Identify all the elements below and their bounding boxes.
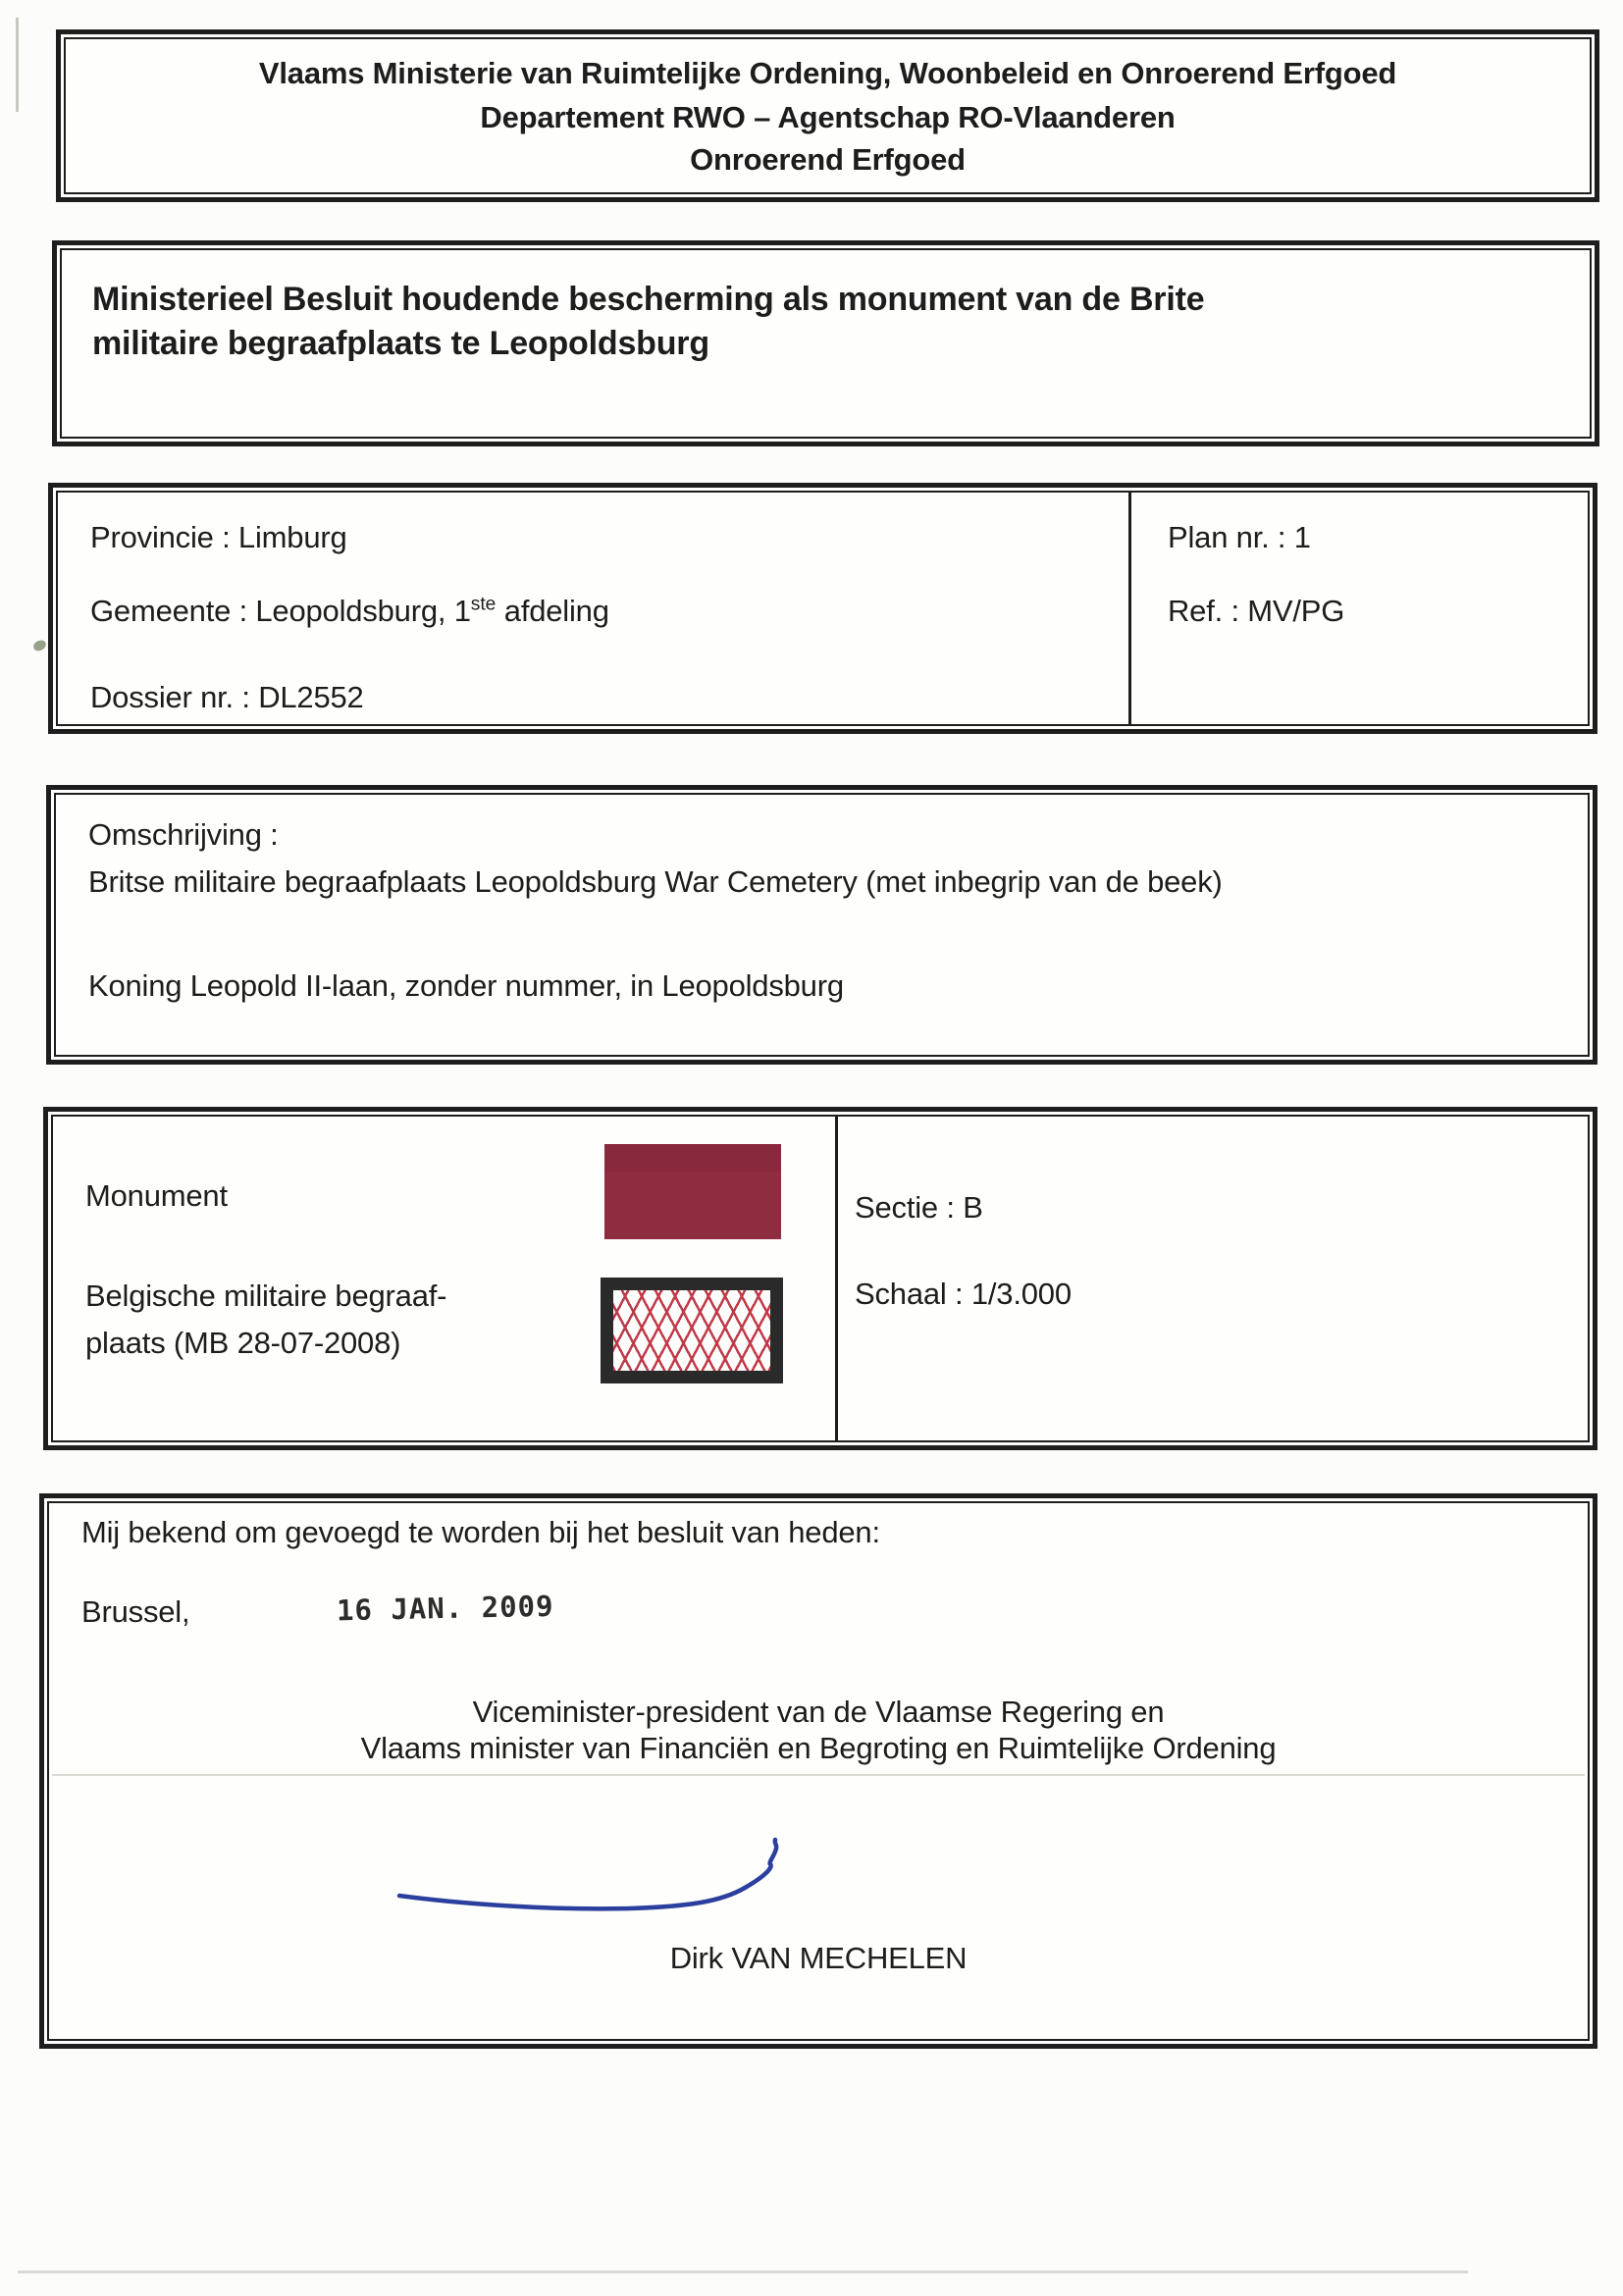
belgian-cemetery-label-line-1: Belgische militaire begraaf- bbox=[85, 1278, 447, 1313]
info-box-divider bbox=[1128, 493, 1131, 724]
scan-fold-line bbox=[52, 1774, 1585, 1776]
attestation-line: Mij bekend om gevoegd te worden bij het besluit van heden: bbox=[81, 1515, 880, 1549]
legend-box bbox=[43, 1107, 1597, 1450]
scale-field: Schaal : 1/3.000 bbox=[855, 1277, 1072, 1311]
ministry-header-box bbox=[56, 29, 1599, 202]
scan-artifact-bottom-line bbox=[18, 2270, 1468, 2273]
ministry-name-line: Vlaams Ministerie van Ruimtelijke Ordening, Woonbeleid en Onroerend Erfgoed bbox=[258, 56, 1397, 90]
description-line-1: Britse militaire begraafplaats Leopoldsburg War Cemetery (met inbegrip van de beek) bbox=[88, 864, 1223, 899]
minister-title-line-2: Vlaams minister van Financiën en Begroting en Ruimtelijke Ordening bbox=[360, 1731, 1277, 1765]
department-line: Departement RWO – Agentschap RO-Vlaanderen bbox=[480, 100, 1176, 134]
signatory-name: Dirk VAN MECHELEN bbox=[669, 1941, 968, 1975]
dossier-number-field: Dossier nr. : DL2552 bbox=[90, 680, 364, 714]
municipality-ordinal-suffix: ste bbox=[470, 594, 497, 615]
description-box bbox=[46, 785, 1597, 1065]
division-line: Onroerend Erfgoed bbox=[690, 142, 966, 177]
location-info-box bbox=[48, 483, 1597, 734]
scan-artifact-speck bbox=[32, 639, 48, 652]
scan-artifact-tick bbox=[16, 18, 19, 112]
city-label: Brussel, bbox=[81, 1594, 190, 1629]
description-label: Omschrijving : bbox=[88, 817, 279, 852]
plan-number-field: Plan nr. : 1 bbox=[1168, 520, 1311, 554]
address-line: Koning Leopold II-laan, zonder nummer, in Leopoldsburg bbox=[88, 968, 844, 1003]
municipality-field bbox=[90, 593, 609, 629]
province-field: Provincie : Limburg bbox=[90, 520, 347, 554]
municipality-text: Gemeente : Leopoldsburg, 1 bbox=[90, 594, 471, 628]
belgian-cemetery-label-line-2: plaats (MB 28-07-2008) bbox=[85, 1326, 401, 1360]
section-field: Sectie : B bbox=[855, 1190, 983, 1225]
municipality-text-tail: afdeling bbox=[496, 594, 609, 628]
belgian-cemetery-hatch-swatch bbox=[601, 1278, 783, 1383]
monument-color-swatch bbox=[604, 1144, 781, 1239]
signature-box bbox=[39, 1493, 1597, 2049]
date-stamp: 16 JAN. 2009 bbox=[336, 1589, 554, 1628]
minister-title-line-1: Viceminister-president van de Vlaamse Regering en bbox=[472, 1695, 1165, 1729]
decree-title-line-2: militaire begraafplaats te Leopoldsburg bbox=[92, 325, 709, 362]
signature-stroke bbox=[390, 1835, 880, 1928]
monument-label: Monument bbox=[85, 1178, 228, 1213]
decree-title-box bbox=[52, 240, 1599, 446]
legend-box-divider bbox=[835, 1117, 838, 1440]
decree-title-line-1: Ministerieel Besluit houdende bescherming als monument van de Brite bbox=[92, 281, 1205, 318]
reference-field: Ref. : MV/PG bbox=[1168, 594, 1345, 628]
